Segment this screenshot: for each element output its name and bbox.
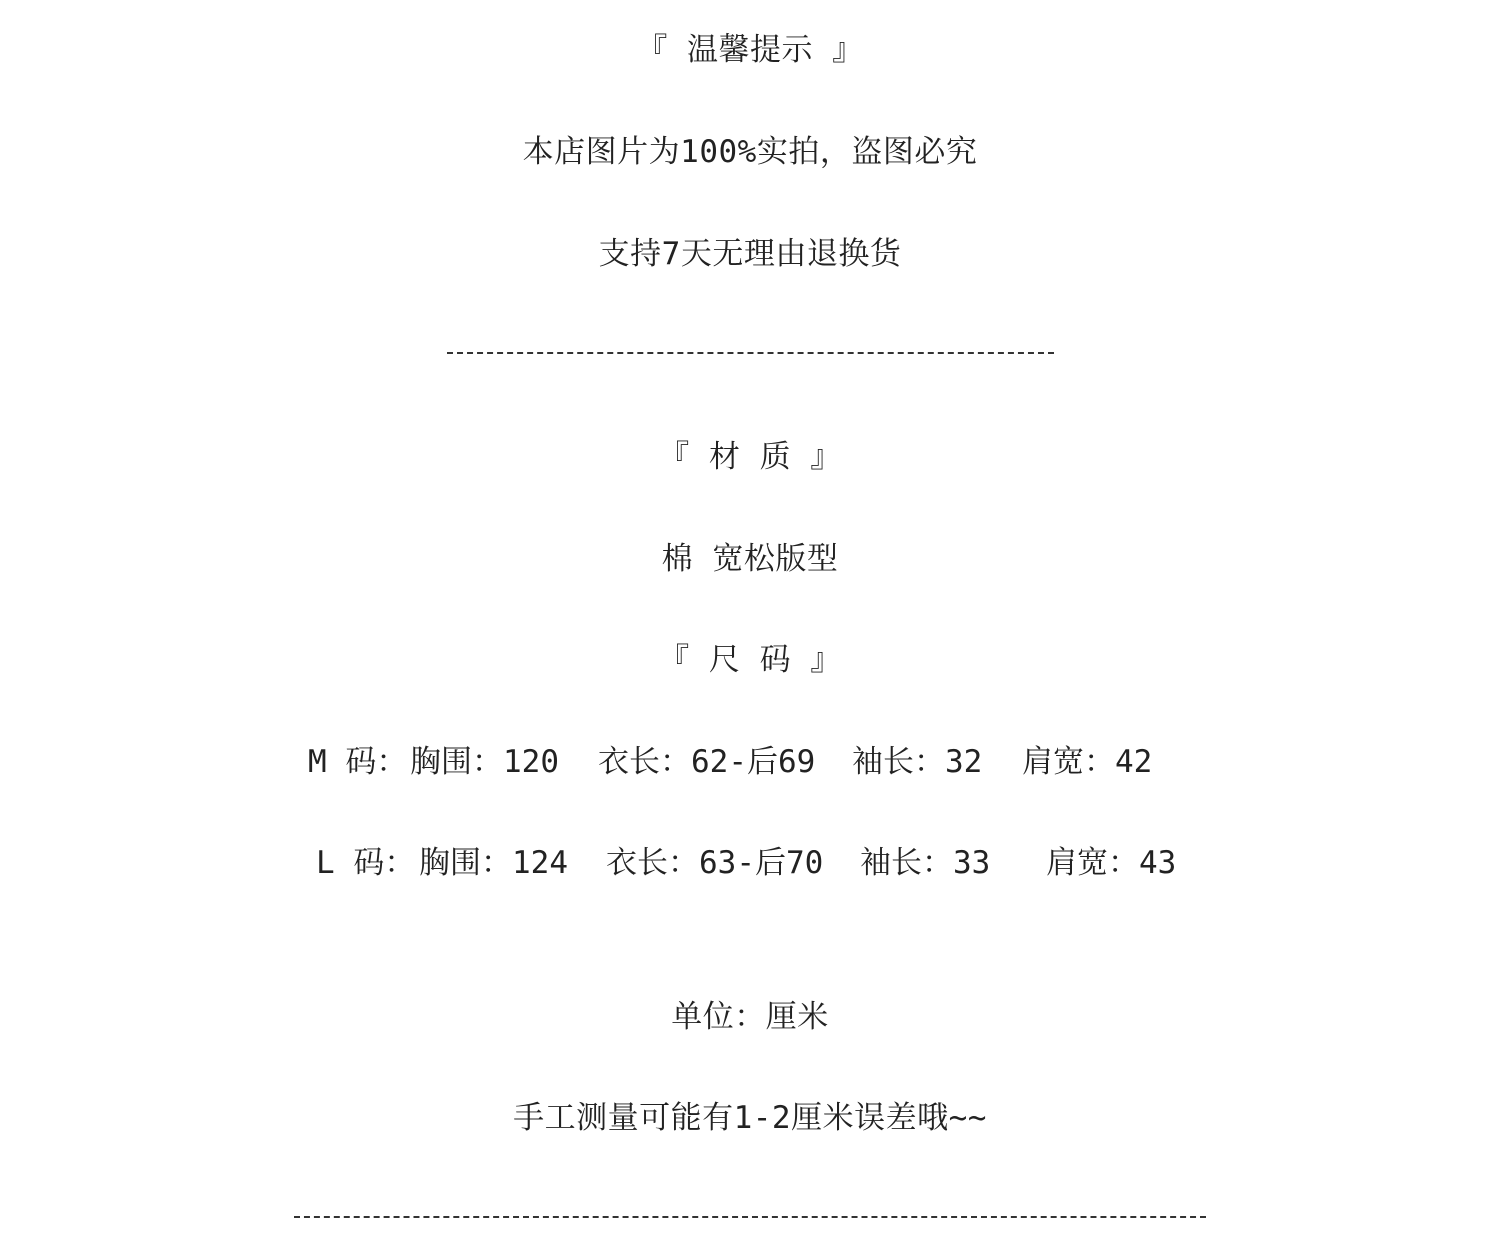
size-row-m <box>0 742 1500 782</box>
material-heading: 『 材 质 』 <box>658 439 842 475</box>
size-heading: 『 尺 码 』 <box>658 642 842 678</box>
measurement-note: 手工测量可能有1-2厘米误差哦~~ <box>513 1100 987 1136</box>
material-text: 棉 宽松版型 <box>661 541 839 577</box>
notice-heading: 『 温馨提示 』 <box>636 32 864 68</box>
size-label: M 码： <box>308 744 408 780</box>
size-shoulder: 肩宽：43 <box>1046 845 1177 881</box>
size-chest: 胸围：120 <box>410 744 559 780</box>
size-chest: 胸围：124 <box>419 845 568 881</box>
size-label: L 码： <box>316 845 416 881</box>
size-length: 衣长：62-后69 <box>598 744 816 780</box>
unit-text: 单位：厘米 <box>671 999 829 1035</box>
size-shoulder: 肩宽：42 <box>1022 744 1153 780</box>
size-sleeve: 袖长：33 <box>860 845 991 881</box>
size-length: 衣长：63-后70 <box>606 845 824 881</box>
notice-line-returns: 支持7天无理由退换货 <box>598 236 902 272</box>
notice-line-photos: 本店图片为100%实拍，盗图必究 <box>522 134 978 170</box>
divider-bottom <box>294 1216 1206 1218</box>
size-sleeve: 袖长：32 <box>852 744 983 780</box>
size-row-l <box>0 843 1500 883</box>
divider-top <box>447 352 1054 354</box>
